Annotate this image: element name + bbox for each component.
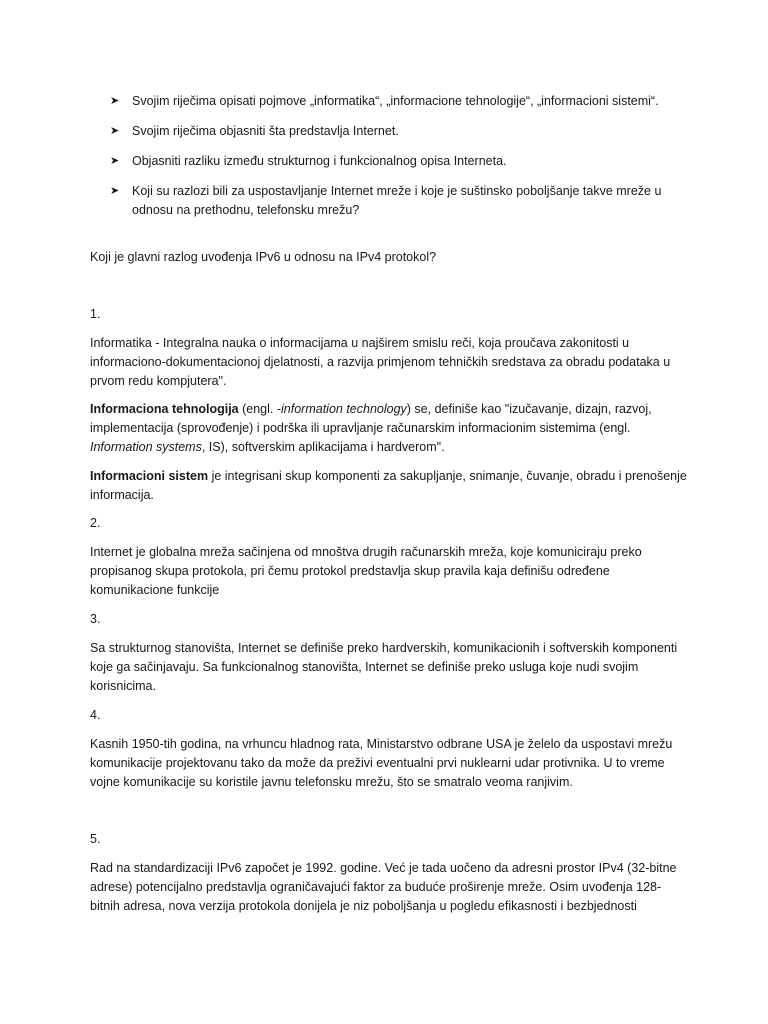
answer-internet: Internet je globalna mreža sačinjena od mnoštva drugih računarskih mreža, koje komuniciraju preko propisanog skupa protokola, pri čemu protokol predstavlja skup pravila kaja definišu određene komunikacione funkcije: [90, 545, 642, 597]
question-text: Koji su razlozi bili za uspostavljanje Internet mreže i koje je suštinsko poboljšanje takve mreže u odnosu na prethodnu, telefonsku mrežu?: [132, 184, 662, 217]
list-item: [90, 122, 690, 141]
term-it-english: information technology: [281, 402, 407, 416]
answer-number-1: 1.: [90, 307, 101, 321]
answer-number-4: 4.: [90, 708, 101, 722]
answer-razlozi: Kasnih 1950-tih godina, na vrhuncu hladnog rata, Ministarstvo odbrane USA je želelo da uspostavi mrežu komunikacije projektovanu tako da može da preživi eventualni prvi nuklearni udar protivnika. U to vreme vojne komunikacije su koristile javnu telefonsku mrežu, što se smatralo veoma ranjivim.: [90, 737, 673, 789]
text-segment: (engl. -: [238, 402, 282, 416]
answer-number-3: 3.: [90, 612, 101, 626]
answer-number-2: 2.: [90, 516, 101, 530]
text-segment: , IS), softverskim aplikacijama i hardverom".: [201, 440, 445, 454]
question-ipv6: Koji je glavni razlog uvođenja IPv6 u odnosu na IPv4 protokol?: [90, 250, 437, 264]
term-it: Informaciona tehnologija: [90, 402, 239, 416]
text-segment: ) se, definiše kao "izučavanje, dizajn, razvoj, implementacija (sprovođenje) i podrška ili upravljanje računarskim informacionim sistemima (engl.: [90, 402, 652, 435]
answer-struktura: Sa strukturnog stanovišta, Internet se definiše preko hardverskih, komunikacionih i softverskih komponenti koje ga sačinjavaju. Sa funkcionalnog stanovišta, Internet se definiše preko usluga koje nudi svojim korisnicima.: [90, 641, 678, 693]
answer-informaciona-tehnologija: [90, 400, 690, 457]
question-text: Svojim riječima objasniti šta predstavlja Internet.: [132, 124, 399, 138]
arrow-bullet-icon: ➤: [110, 125, 120, 137]
question-list: [90, 92, 690, 231]
question-text: Svojim riječima opisati pojmove „informatika“, „informacione tehnologije“, „informacioni sistemi“.: [132, 94, 659, 108]
arrow-bullet-icon: ➤: [110, 155, 120, 167]
arrow-bullet-icon: ➤: [110, 95, 120, 107]
term-is-english: Information systems: [90, 440, 202, 454]
list-item: [90, 182, 690, 220]
text-segment: je integrisani skup komponenti za sakupljanje, snimanje, čuvanje, obradu i prenošenje informacija.: [90, 469, 687, 502]
list-item: [90, 152, 690, 171]
answer-ipv6: Rad na standardizaciji IPv6 započet je 1992. godine. Već je tada uočeno da adresni prostor IPv4 (32-bitne adrese) potencijalno predstavlja ograničavajući faktor za buduće proširenje mreže. Osim uvođenja 128-bitnih adresa, nova verzija protokola donijela je niz poboljšanja u pogledu efikasnosti i bezbjednosti: [90, 861, 677, 913]
question-text: Objasniti razliku između strukturnog i funkcionalnog opisa Interneta.: [132, 154, 507, 168]
term-is: Informacioni sistem: [90, 469, 209, 483]
list-item: [90, 92, 690, 111]
answer-informacioni-sistem: [90, 467, 690, 505]
answer-number-5: 5.: [90, 832, 101, 846]
arrow-bullet-icon: ➤: [110, 185, 120, 197]
answer-informatika: Informatika - Integralna nauka o informacijama u najširem smislu reči, koja proučava zakonitosti u informaciono-dokumentacionoj djelatnosti, a razvija primjenom tehničkih sredstava za obradu podataka u prvom redu kompjutera".: [90, 336, 671, 388]
